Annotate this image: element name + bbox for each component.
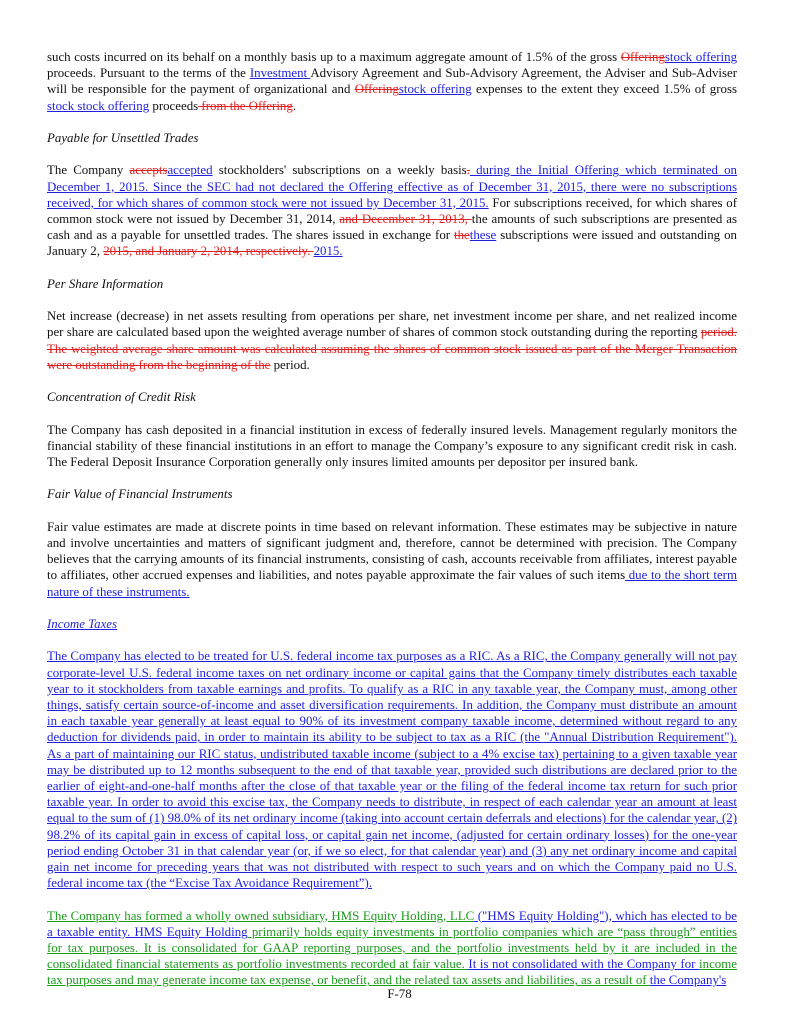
inserted-text: the Company's [649,973,727,988]
text: The Company [47,163,130,178]
moved-text: The Company has formed a wholly owned subsidiary, HMS Equity Holding, LLC [47,908,475,923]
inserted-text: ("HMS Equity Holding"), which has elected to be a taxable entity. HMS Equity Holding [47,908,737,939]
inserted-text: accepted [167,163,213,178]
document-page [47,49,737,1005]
text: . [292,98,297,113]
heading-income-taxes: Income Taxes [47,616,118,631]
deleted-text: from the Offering [198,98,293,113]
deleted-text: 2015, and January 2, 2014, respectively. [103,244,314,259]
inserted-text: Investment [249,66,311,81]
text: period. [270,357,310,372]
heading-per-share: Per Share Information [47,276,164,291]
inserted-text: stock offering [398,82,472,97]
text: the amounts of such subscriptions are presented as cash and as a payable for unsettled trades. The shares issued in exchange for [47,212,737,243]
heading-fair-value: Fair Value of Financial Instruments [47,487,233,502]
text: subscriptions were issued and outstanding on January 2, [47,228,737,259]
paragraph-offering-costs [47,49,737,114]
text: expenses to the extent they exceed 1.5% of gross [471,82,738,97]
deleted-text: Offering [354,82,399,97]
inserted-text: due to the short term nature of these instruments. [47,568,737,599]
paragraph-credit-risk: The Company has cash deposited in a financial institution in excess of federally insured levels. Management regularly monitors the financial stability of these financial institutions in an effort to manage the Company’s exposure to any significant credit risk in cash. The Federal Deposit Insurance Corporation generally only insures limited amounts per depositor per insured bank. [47,422,737,469]
inserted-text: 2015. [313,244,343,259]
moved-text: primarily holds equity investments in portfolio companies which are “pass through” entities for tax purposes. It is consolidated for [47,924,737,955]
paragraph-per-share [47,308,737,373]
deleted-text: accepts [129,163,168,178]
moved-text: GAAP reporting purposes, and the portfolio investments held by it are included in the consolidated financial statements as portfolio investments recorded at fair value. [47,941,737,972]
deleted-text: . [466,163,470,178]
heading-unsettled-trades: Payable for Unsettled Trades [47,131,199,145]
paragraph-income-taxes: The Company has elected to be treated for U.S. federal income tax purposes as a RIC. As a RIC, the Company generally will not pay corporate-level U.S. federal income taxes on net ordinary income or capital gains that the Company timely distributes each taxable year to it stockholders from taxable earnings and profits. To qualify as a RIC in any taxable year, the Company must, among other things, satisfy certain source-of-income and asset diversification requirements. In addition, the Company must distribute an amount in each taxable year generally at least equal to 90% of its investment company taxable income, determined without regard to any deduction for dividends paid, in order to maintain its ability to be subject to tax as a RIC (the "Annual Distribution Requirement"). As a part of maintaining our RIC status, undistributed taxable income (subject to a 4% excise tax) pertaining to a given taxable year may be distributed up to 12 months subsequent to the end of that taxable year, provided such distributions are declared prior to the earlier of eight-and-one-half months after the close of that taxable year or the filing of the federal income tax return for such prior taxable year. In order to avoid this excise tax, the Company needs to distribute, in respect of each calendar year an amount at least equal to the sum of (1) 98.0% of its net ordinary income (taking into account certain deferrals and elections) for the calendar year, (2) 98.2% of its capital gain in excess of capital loss, or capital gain net income, (adjusted for certain ordinary losses) for the one-year period ending October 31 in that calendar year (or, if we so elect, for that calendar year) and (3) any net ordinary income and capital gain net income for preceding years that was not distributed with respect to such years and on which the Company paid no U.S. federal income tax (the “Excise Tax Avoidance Requirement”). [47,649,737,891]
inserted-text: during the Initial Offering which terminated on December 1, 2015. Since the SEC had not declared the Offering effective as of December 31, 2015, there were no subscriptions received, for which shares of common stock were not issued by December 31, 2015. [47,163,737,210]
text: For subscriptions received, for which shares of common stock were not issued by December 31, 2014, [47,195,737,226]
deleted-text: and December 31, 2013, [339,212,472,226]
text: such costs incurred on its behalf on a monthly basis up to a maximum aggregate amount of 1.5% of the gross [47,50,621,64]
inserted-text: stock offering [664,50,738,64]
deleted-text: the [454,228,470,243]
text: stockholders' subscriptions on a weekly basis [212,163,467,178]
inserted-text: stock stock offering [47,98,150,113]
text: proceeds [149,98,199,113]
paragraph-hms-equity [47,908,737,989]
text: proceeds. Pursuant to the terms of the [47,66,250,81]
moved-text: income tax purposes and may generate income tax expense, or benefit, and the related tax assets and liabilities, as a result of [47,957,737,988]
text: Net increase (decrease) in net assets resulting from operations per share, net investment income per share, and net realized income per share are calculated based upon the weighted average number of shares of common stock outstanding during the reporting [47,309,737,340]
text: Advisory Agreement and Sub-Advisory Agreement, the Adviser and Sub-Adviser will be responsible for the payment of organizational and [47,66,737,97]
paragraph-unsettled-trades [47,162,737,259]
inserted-text: It is not consolidated with the Company for [468,957,700,972]
deleted-text: Offering [620,50,665,64]
heading-credit-risk: Concentration of Credit Risk [47,390,196,405]
inserted-text: these [469,228,497,243]
deleted-text: period. The weighted average share amount was calculated assuming the shares of common stock issued as part of the Merger Transaction were outstanding from the beginning of the [47,325,737,372]
page-number: F-78 [387,987,412,1001]
text: Fair value estimates are made at discrete points in time based on relevant information. These estimates may be subjective in nature and involve uncertainties and matters of significant judgment and, therefore, cannot be determined with precision. The Company believes that the carrying amounts of its financial instruments, consisting of cash, accounts receivable from affiliates, interest payable to affiliates, other accrued expenses and liabilities, and notes payable approximate the fair values of such items [47,519,737,583]
paragraph-fair-value [47,519,737,600]
